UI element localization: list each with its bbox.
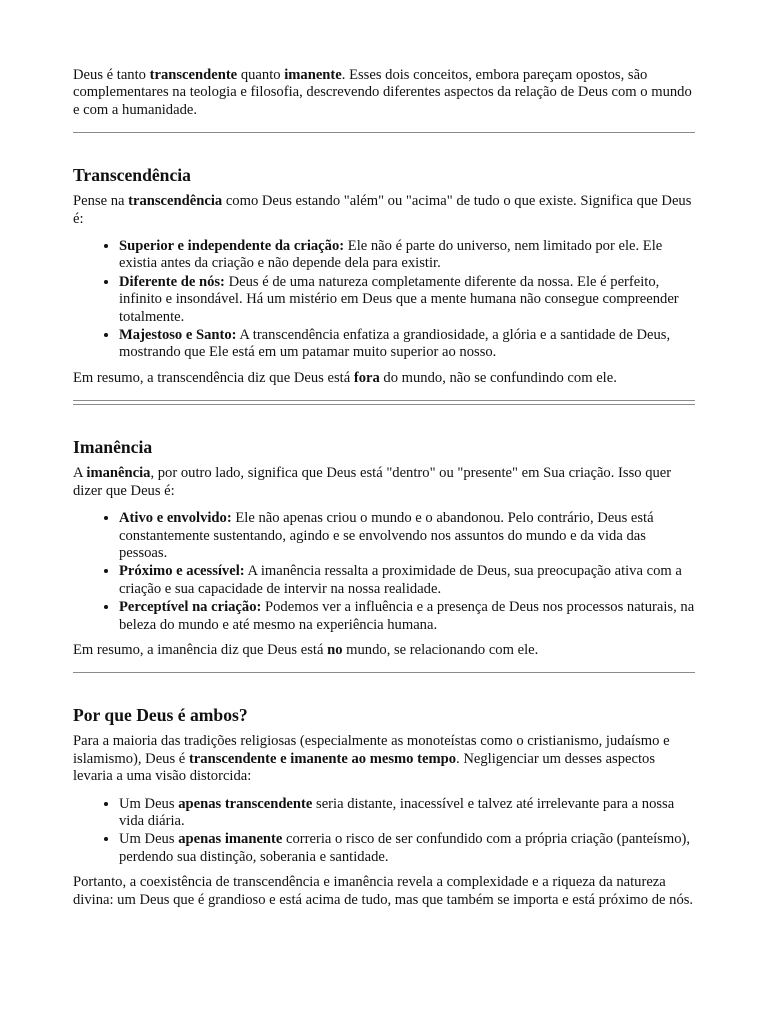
intro-bold-transcendente: transcendente [149, 67, 238, 83]
closing-paragraph: Portanto, a coexistência de transcendência e imanência revela a complexidade e a riqueza da natureza divina: um Deus que é grandioso e está acima de tudo, mas que também se importa e está próximo de nós. [73, 874, 694, 908]
section-lead [73, 733, 695, 785]
list-item [119, 326, 695, 362]
summary-text: mundo, se relacionando com ele. [342, 641, 539, 658]
divider [73, 672, 695, 673]
list-item-term: Perceptível na criação: [119, 599, 262, 616]
lead-bold: transcendência [128, 193, 223, 210]
section-lead [73, 193, 695, 228]
list-item [119, 830, 695, 866]
intro-text: . Esses dois conceitos, embora pareçam opostos, são complementares na teologia e filosofia, descrevendo diferentes aspectos da relação de Deus com o mundo e com a humanidade. [73, 67, 692, 118]
section-summary [73, 642, 695, 659]
list-item-term: Diferente de nós: [119, 273, 225, 290]
list-item-text: A imanência ressalta a proximidade de Deus, sua preocupação ativa com a criação e sua capacidade de intervir na nossa realidade. [119, 563, 682, 597]
section-heading-imanencia: Imanência [73, 437, 153, 458]
list-item-text: Podemos ver a influência e a presença de Deus nos processos naturais, na beleza do mundo e até mesmo na experiência humana. [119, 599, 695, 633]
list-item-text: correria o risco de ser confundido com a própria criação (panteísmo), perdendo sua distinção, soberania e santidade. [119, 831, 691, 865]
bullet-list [73, 509, 695, 634]
list-item [119, 795, 695, 831]
list-item-text: Deus é de uma natureza completamente diferente da nossa. Ele é perfeito, infinito e insondável. Há um mistério em Deus que a mente humana não consegue compreender totalmente. [119, 273, 679, 325]
summary-text: do mundo, não se confundindo com ele. [379, 369, 617, 386]
section-summary [73, 370, 695, 387]
lead-text: Para a maioria das tradições religiosas (especialmente as monoteístas como o cristianismo, judaísmo e islamismo), Deus é [73, 733, 670, 767]
lead-text: . Negligenciar um desses aspectos levaria a uma visão distorcida: [73, 750, 656, 785]
intro-text: Deus é tanto [73, 67, 150, 83]
list-item-term: apenas imanente [178, 831, 283, 848]
lead-text: A [73, 465, 87, 482]
list-item-term: Superior e independente da criação: [119, 238, 345, 255]
list-item-text: Ele não apenas criou o mundo e o abandonou. Pelo contrário, Deus está constantemente sustentando, agindo e se envolvendo nos assuntos do mundo e da vida das pessoas. [119, 510, 654, 561]
lead-text: Pense na [73, 193, 129, 210]
summary-bold: no [327, 641, 343, 658]
list-item-prefix: Um Deus [119, 795, 179, 812]
list-item [119, 598, 695, 634]
list-item-text: A transcendência enfatiza a grandiosidade, a glória e a santidade de Deus, mostrando que Ele está em um patamar muito superior ao nosso. [119, 327, 671, 361]
list-item-term: Majestoso e Santo: [119, 327, 237, 344]
intro-text: quanto [237, 67, 285, 83]
intro-bold-imanente: imanente [284, 67, 342, 83]
lead-bold: imanência [86, 465, 151, 482]
list-item-term: Próximo e acessível: [119, 563, 245, 580]
summary-bold: fora [353, 369, 380, 386]
section-lead [73, 465, 695, 500]
section-heading-ambos: Por que Deus é ambos? [73, 705, 248, 726]
list-item [119, 237, 695, 273]
bullet-list [73, 795, 695, 867]
list-item [119, 509, 695, 562]
list-item [119, 273, 695, 326]
lead-text: , por outro lado, significa que Deus está "dentro" ou "presente" em Sua criação. Isso quer dizer que Deus é: [73, 465, 672, 499]
list-item-text: seria distante, inacessível e talvez até irrelevante para a nossa vida diária. [119, 795, 675, 829]
list-item [119, 562, 695, 598]
lead-bold: transcendente e imanente ao mesmo tempo [188, 750, 457, 767]
list-item-prefix: Um Deus [119, 831, 179, 848]
summary-text: Em resumo, a imanência diz que Deus está [73, 641, 328, 658]
summary-text: Em resumo, a transcendência diz que Deus está [73, 369, 354, 386]
divider [73, 132, 695, 133]
divider [73, 400, 695, 405]
lead-text: como Deus estando "além" ou "acima" de tudo o que existe. Significa que Deus é: [73, 193, 692, 227]
section-heading-transcendencia: Transcendência [73, 165, 191, 186]
list-item-term: Ativo e envolvido: [119, 510, 232, 527]
list-item-term: apenas transcendente [178, 795, 313, 812]
bullet-list [73, 237, 695, 362]
intro-paragraph [73, 67, 695, 119]
list-item-text: Ele não é parte do universo, nem limitado por ele. Ele existia antes da criação e não depende dela para existir. [119, 238, 663, 272]
